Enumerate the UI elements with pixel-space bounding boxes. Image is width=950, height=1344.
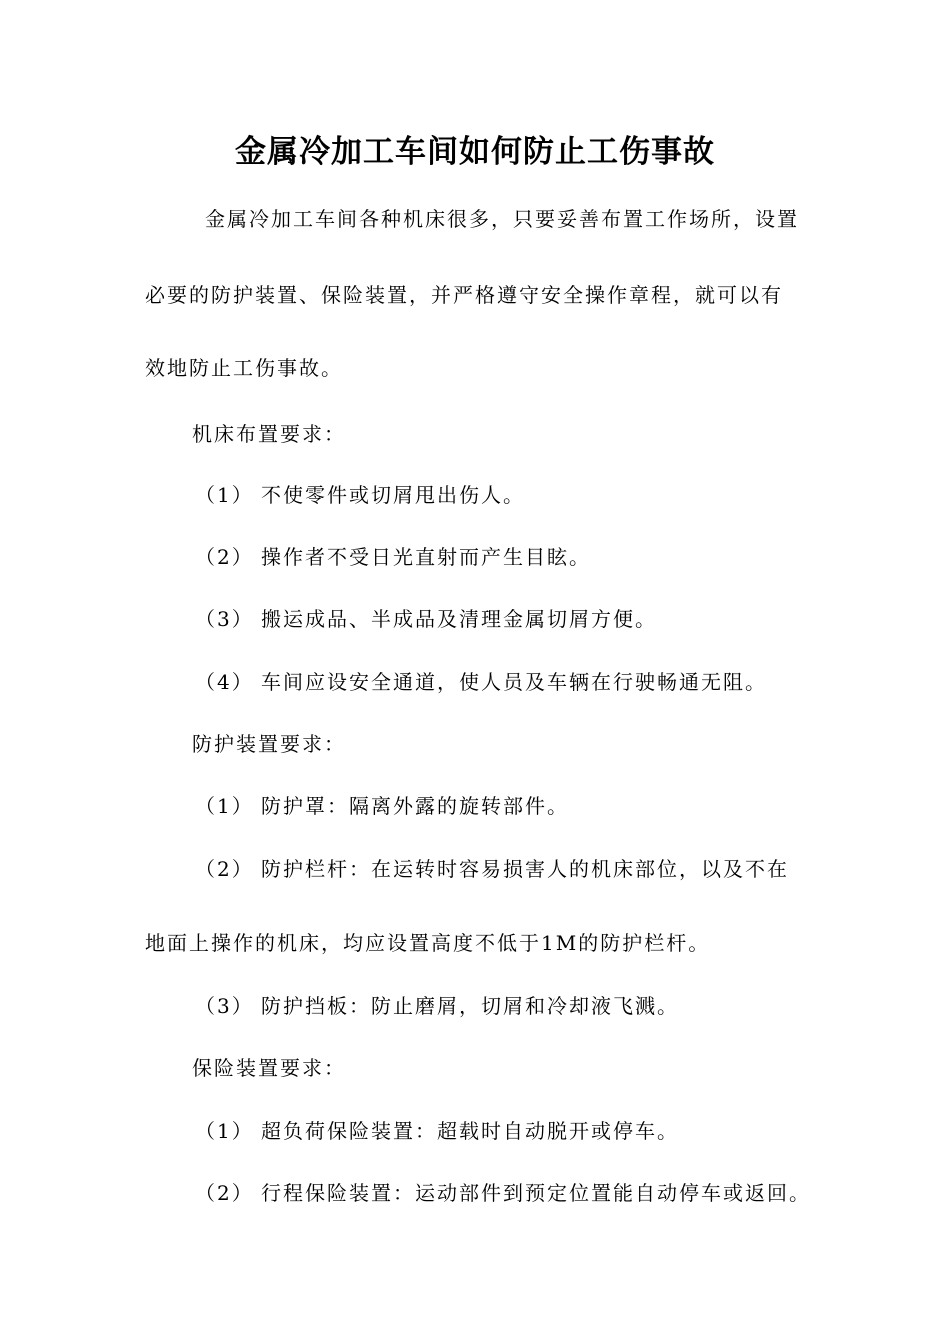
item-number: （2） <box>195 857 254 881</box>
item-number: （3） <box>195 607 254 631</box>
list-item <box>195 604 865 634</box>
item-text: 操作者不受日光直射而产生目眩。 <box>261 545 591 569</box>
item-number: （4） <box>195 670 254 694</box>
document-title: 金属冷加工车间如何防止工伤事故 <box>235 134 715 170</box>
item-text: 搬运成品、半成品及清理金属切屑方便。 <box>261 607 657 631</box>
list-item <box>195 480 865 510</box>
list-item <box>195 854 865 884</box>
intro-line-3: 效地防止工伤事故。 <box>145 356 343 380</box>
item-number: （1） <box>195 794 254 818</box>
item-number: （3） <box>195 994 254 1018</box>
list-item <box>195 791 865 821</box>
item-number: （2） <box>195 545 254 569</box>
item-text: 不使零件或切屑甩出伤人。 <box>261 483 525 507</box>
list-item <box>195 542 865 572</box>
item-number: （2） <box>195 1181 254 1205</box>
section-heading-protective-devices: 防护装置要求： <box>192 732 346 756</box>
item-text: 防护挡板：防止磨屑，切屑和冷却液飞溅。 <box>261 994 679 1018</box>
list-item <box>195 1178 865 1208</box>
list-item <box>195 1116 865 1146</box>
item-text: 防护罩：隔离外露的旋转部件。 <box>261 794 569 818</box>
section-heading-safety-devices: 保险装置要求： <box>192 1056 346 1080</box>
item-continuation: 地面上操作的机床，均应设置高度不低于1M的防护栏杆。 <box>145 931 711 955</box>
item-number: （1） <box>195 1119 254 1143</box>
item-text: 车间应设安全通道，使人员及车辆在行驶畅通无阻。 <box>261 670 767 694</box>
list-item <box>195 991 865 1021</box>
item-text: 行程保险装置：运动部件到预定位置能自动停车或返回。 <box>261 1181 811 1205</box>
item-number: （1） <box>195 483 254 507</box>
section-heading-machine-layout: 机床布置要求： <box>192 422 346 446</box>
intro-line-1: 金属冷加工车间各种机床很多，只要妥善布置工作场所，设置 <box>205 207 799 231</box>
item-text: 超负荷保险装置：超载时自动脱开或停车。 <box>261 1119 679 1143</box>
list-item <box>195 667 865 697</box>
intro-line-2: 必要的防护装置、保险装置，并严格遵守安全操作章程，就可以有 <box>145 283 783 307</box>
item-text: 防护栏杆：在运转时容易损害人的机床部位，以及不在 <box>261 857 789 881</box>
